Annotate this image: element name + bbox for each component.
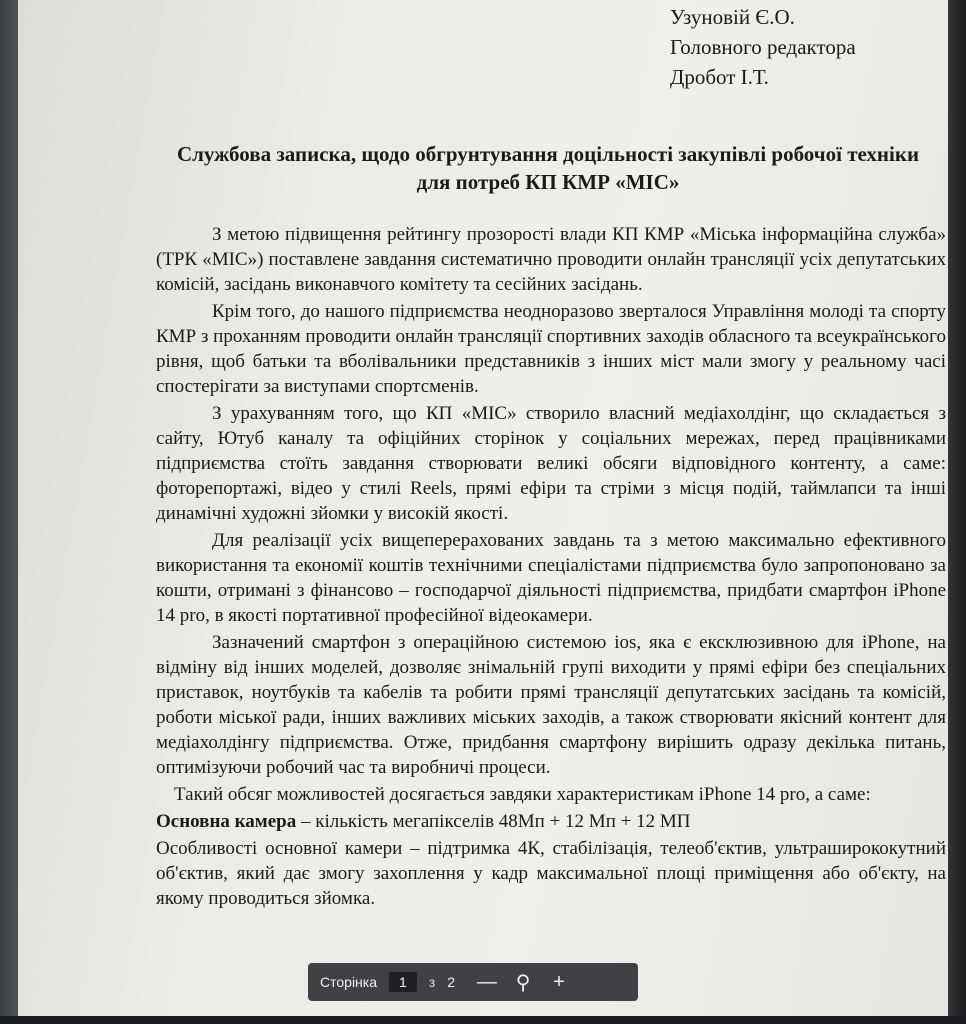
title-line: для потреб КП КМР «МІС» [416,170,680,194]
body-paragraph: Для реалізації усіх вищеперерахованих завдань та з метою максимально ефективного використання та економії коштів технічними спеціалістами підприємства було запропоновано за кошти, отримані з фінансово – господарчої діяльності підприємства, придбати смартфон iPhone 14 pro, в якості портативної професійної відеокамери. [156,530,946,626]
addressee-line: Дробот І.Т. [670,65,769,89]
zoom-out-icon[interactable]: — [477,970,498,993]
document-title [148,140,948,196]
taskbar [0,1016,966,1024]
title-line: Службова записка, щодо обгрунтування доцільності закупівлі робочої техніки [176,142,920,166]
document-body [156,222,946,913]
body-paragraph: З урахуванням того, що КП «МІС» створило власний медіахолдінг, що складається з сайту, Ютуб каналу та офіційних сторінок у соціальних мережах, перед працівниками підприємства стоїть завдання створювати великі обсяги відповідного контенту, а саме: фоторепортажі, відео у стилі Reels, прямі ефіри та стріми з місця подій, таймлапси та інші динамічні художні зйомки у високій якості. [156,403,946,524]
camera-label: Основна камера [156,811,297,832]
addressee-line: Узуновій Є.О. [670,5,795,29]
zoom-in-icon[interactable]: + [553,970,565,993]
body-paragraph: Зазначений смартфон з операційною системою ios, яка є ексклюзивною для iPhone, на відміну від інших моделей, дозволяє знімальній групі виходити у прямі ефіри без спеціальних приставок, ноутбуків та кабелів та робити прямі трансляції депутатських засідань та комісій, роботи міської ради, інших важливих міських заходів, а також створювати якісний контент для медіахолдінгу підприємства. Отже, придбання смартфону вирішить одразу декілька питань, оптимізуючи робочий час та виробничі процеси. [156,632,946,778]
page-separator: з [428,974,436,990]
body-paragraph: Крім того, до нашого підприємства неодноразово зверталося Управління молоді та спорту КМР з проханням проводити онлайн трансляції спортивних заходів обласного та всеукраїнського рівня, щоб батьки та вболівальники представників з інших міст мали змогу у реальному часі спостерігати за виступами спортсменів. [156,301,946,397]
document-page [18,0,948,1024]
camera-features: Особливості основної камери – підтримка 4К, стабілізація, телеоб'єктив, ультраширококутний об'єктив, який дає змогу захоплення у кадр максимальної площі приміщення або об'єкту, на якому проводиться зйомка. [156,838,946,909]
current-page-input[interactable]: 1 [389,972,417,992]
camera-spec [156,809,946,834]
features-intro: Такий обсяг можливостей досягається завдяки характеристикам iPhone 14 pro, а саме: [174,784,871,805]
total-pages: 2 [447,974,456,990]
addressee-line: Головного редактора [670,35,856,59]
addressee-block [670,2,856,92]
zoom-search-icon[interactable]: ⚲ [515,971,531,994]
camera-value: – кількість мегапікселів 48Мп + 12 Мп + 12 МП [296,811,691,832]
page-navigation-toolbar [308,963,638,1001]
page-label: Сторінка [320,974,377,990]
body-paragraph: З метою підвищення рейтингу прозорості влади КП КМР «Міська інформаційна служба» (ТРК «МІС») поставлене завдання систематично проводити онлайн трансляції усіх депутатських комісій, засідань виконавчого комітету та сесійних засідань. [156,224,946,295]
